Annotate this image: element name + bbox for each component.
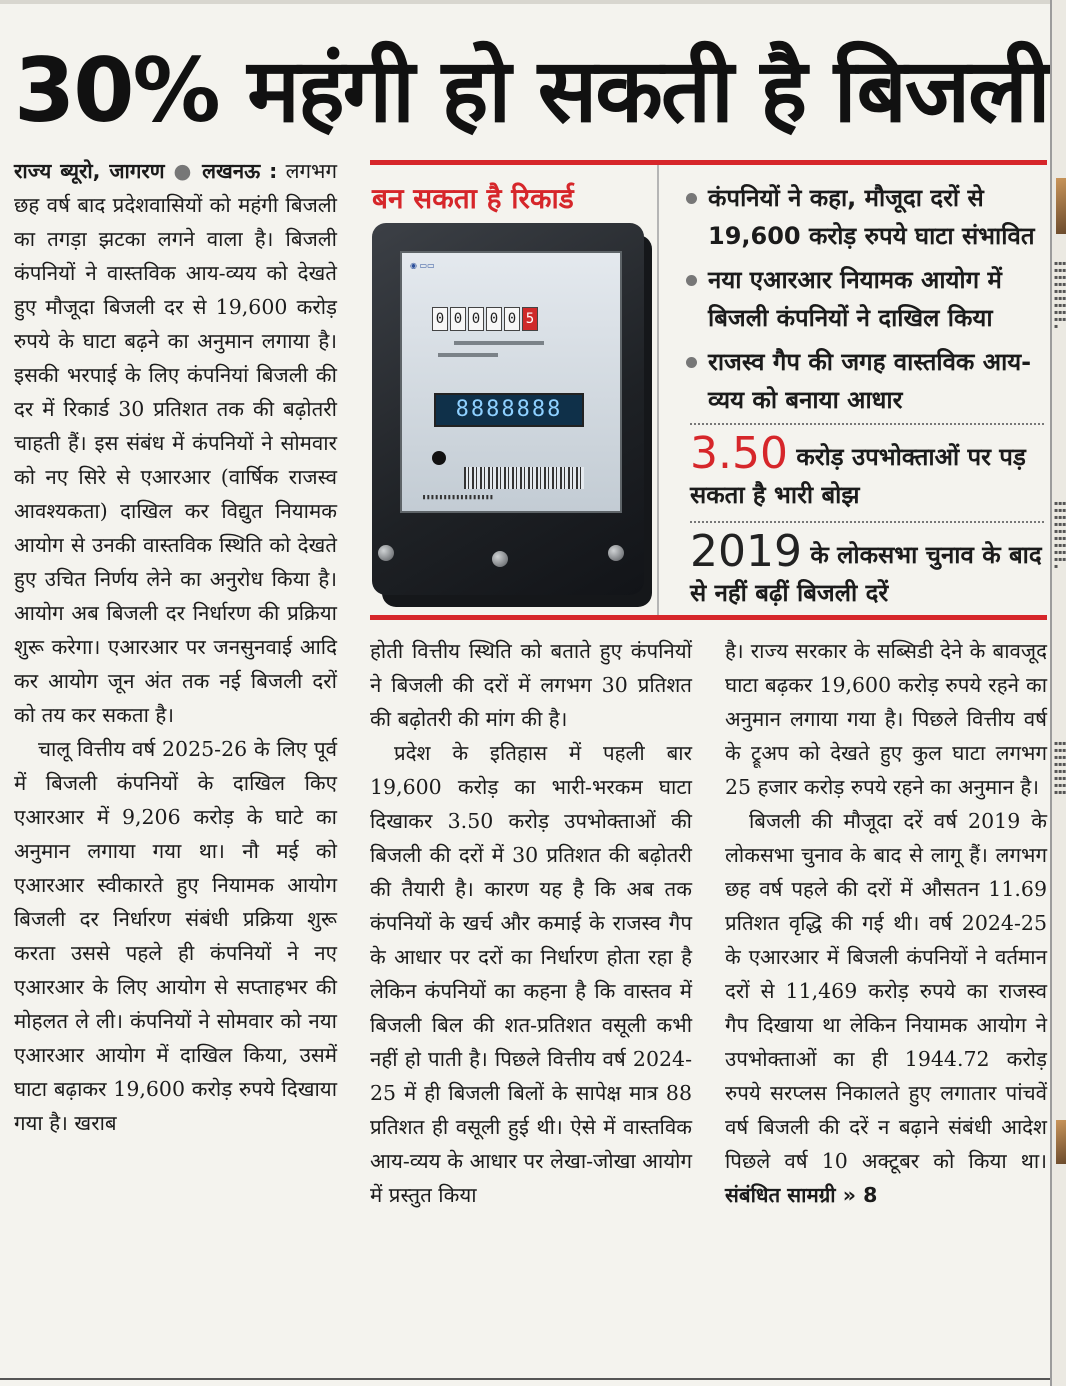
article-text: लगभग छह वर्ष बाद प्रदेशवासियों को महंगी बिजली का तगड़ा झटका लगने वाला है। बिजली कंपनियों ने वास्तविक आय-व्यय को देखते हुए मौजूदा बिजली दर से 19,600 करोड़ रुपये के घाटा बढ़ने का अनुमान लगाया है। इसकी भरपाई के लिए कंपनियां बिजली की दर में रिकार्ड 30 प्रतिशत तक की बढ़ोतरी चाहती हैं। इस संबंध में कंपनियों ने सोमवार को नए सिरे से एआरआर (वार्षिक राजस्व आवश्यकता) दाखिल कर विद्युत नियामक आयोग से उनकी वास्तविक स्थिति को देखते हुए उचित निर्णय लेने का अनुरोध किया है। आयोग अब बिजली दर निर्धारण की प्रक्रिया शुरू करेगा। एआरआर पर जनसुनवाई आदि कर आयोग जून अंत तक नई बिजली दरों को तय कर सकता है। bbox=[14, 159, 337, 727]
bullet-list bbox=[682, 179, 1044, 425]
bottom-rule bbox=[0, 1378, 1050, 1380]
counter-digit: 0 bbox=[450, 307, 466, 331]
related-content-link[interactable]: संबंधित सामग्री » 8 bbox=[725, 1183, 878, 1207]
meter-lcd: 8888888 bbox=[434, 393, 584, 427]
counter-digit: 0 bbox=[486, 307, 502, 331]
stat-number: 2019 bbox=[690, 526, 802, 577]
adjacent-photo bbox=[1056, 1120, 1066, 1164]
stat-number: 3.50 bbox=[690, 428, 788, 479]
screw-icon bbox=[378, 545, 394, 561]
adjacent-column-strip: ▪▪▪▪▪▪▪▪▪▪▪▪▪▪▪▪▪▪▪▪▪▪▪▪▪▪▪▪ ▪▪▪▪▪▪▪▪▪▪▪▪▪▪▪▪▪▪▪▪▪▪▪▪▪▪▪▪ ▪▪▪▪▪▪▪▪▪▪▪▪▪▪▪▪▪▪▪▪▪▪▪▪ bbox=[1050, 0, 1066, 1386]
barcode-icon bbox=[464, 467, 584, 489]
top-rule bbox=[0, 0, 1050, 4]
counter-digit: 0 bbox=[468, 307, 484, 331]
article-paragraph: प्रदेश के इतिहास में पहली बार 19,600 करोड़ का भारी-भरकम घाटा दिखाकर 3.50 करोड़ उपभोक्ताओं की बिजली की दरों में 30 प्रतिशत की बढ़ोतरी की तैयारी है। कारण यह है कि अब तक कंपनियों के खर्च और कमाई के राजस्व गैप के आधार पर दरों का निर्धारण होता रहा है लेकिन कंपनियों का कहना है कि वास्तव में बिजली बिल की शत-प्रतिशत वसूली कभी नहीं हो पाती है। पिछले वित्तीय वर्ष 2024-25 में ही बिजली बिलों के सापेक्ष मात्र 88 प्रतिशत ही वसूली हुई थी। ऐसे में वास्तविक आय-व्यय के आधार पर लेखा-जोखा आयोग में प्रस्तुत किया bbox=[370, 741, 692, 1207]
article-column-3 bbox=[725, 634, 1047, 1212]
byline-bureau: राज्य ब्यूरो, जागरण bbox=[14, 159, 165, 183]
bullet-item: नया एआरआर नियामक आयोग में बिजली कंपनियों ने दाखिल किया bbox=[682, 261, 1044, 337]
stat-election-year bbox=[690, 521, 1044, 611]
article-paragraph bbox=[725, 804, 1047, 1212]
counter-digit: 5 bbox=[522, 307, 538, 331]
article-paragraph: है। राज्य सरकार के सब्सिडी देने के बावजूद घाटा बढ़कर 19,600 करोड़ रुपये रहने का अनुमान लगाया गया है। पिछले वित्तीय वर्ष के ट्रूअप को देखते हुए कुल घाटा लगभग 25 हजार करोड़ रुपये रहने का अनुमान है। bbox=[725, 639, 1047, 799]
meter-led-icon bbox=[432, 451, 446, 465]
stat-text: करोड़ उपभोक्ताओं पर पड़ सकता है भारी बोझ bbox=[690, 443, 1026, 509]
counter-digit: 0 bbox=[504, 307, 520, 331]
bullet-item: कंपनियों ने कहा, मौजूदा दरों से 19,600 करोड़ रुपये घाटा संभावित bbox=[682, 179, 1044, 255]
meter-logo-icon: ◉ ▭▭ bbox=[410, 261, 435, 270]
byline-city: लखनऊ : bbox=[202, 159, 278, 183]
meter-serial: ▮▮▮▮▮▮▮▮▮▮▮▮▮▮▮▮▮ bbox=[422, 493, 494, 501]
screw-icon bbox=[608, 545, 624, 561]
stat-consumers bbox=[690, 423, 1044, 513]
highlight-box bbox=[370, 160, 1047, 620]
meter-counter bbox=[432, 307, 538, 331]
screw-icon bbox=[492, 551, 508, 567]
bullet-item: राजस्व गैप की जगह वास्तविक आय-व्यय को बनाया आधार bbox=[682, 343, 1044, 419]
headline: 30% महंगी हो सकती है बिजली bbox=[14, 39, 1049, 142]
byline bbox=[14, 159, 277, 183]
stat-text: के लोकसभा चुनाव के बाद से नहीं बढ़ीं बिजली दरें bbox=[690, 541, 1042, 607]
article-text: बिजली की मौजूदा दरें वर्ष 2019 के लोकसभा चुनाव के बाद से लागू हैं। लगभग छह वर्ष पहले की दरों में औसतन 11.69 प्रतिशत वृद्धि की गई थी। वर्ष 2024-25 के एआरआर में बिजली कंपनियों ने वर्तमान दरों से 11,469 करोड़ रुपये का राजस्व गैप दिखाया था लेकिन नियामक आयोग ने उपभोक्ताओं का ही 1944.72 करोड़ रुपये सरप्लस निकालते हुए लगातार पांचवें वर्ष बिजली की दरें न बढ़ाने संबंधी आदेश पिछले वर्ष 10 अक्टूबर को किया था। bbox=[725, 809, 1047, 1173]
box-title: बन सकता है रिकार्ड bbox=[372, 182, 574, 215]
article-column-2 bbox=[370, 634, 692, 1212]
counter-digit: 0 bbox=[432, 307, 448, 331]
byline-separator-icon: ● bbox=[173, 159, 194, 183]
electricity-meter-image bbox=[372, 223, 654, 615]
article-paragraph bbox=[14, 154, 337, 732]
meter-face bbox=[400, 251, 622, 513]
article-column-1 bbox=[14, 154, 337, 1140]
article-paragraph: चालू वित्तीय वर्ष 2025-26 के लिए पूर्व में बिजली कंपनियों के दाखिल किए एआरआर में 9,206 करोड़ के घाटे का अनुमान लगाया गया था। नौ मई को एआरआर स्वीकारते हुए नियामक आयोग बिजली दर निर्धारण संबंधी प्रक्रिया शुरू करता उससे पहले ही कंपनियों ने नए एआरआर के लिए आयोग से सप्ताहभर की मोहलत ले ली। कंपनियों ने सोमवार को नया एआरआर आयोग में दाखिल किया, उसमें घाटा बढ़ाकर 19,600 करोड़ रुपये दिखाया गया है। खराब bbox=[14, 737, 337, 1135]
adjacent-photo bbox=[1056, 178, 1066, 234]
box-divider bbox=[657, 165, 659, 615]
article-paragraph: होती वित्तीय स्थिति को बताते हुए कंपनियों ने बिजली की दरों में लगभग 30 प्रतिशत की बढ़ोतरी की मांग की है। bbox=[370, 639, 692, 731]
